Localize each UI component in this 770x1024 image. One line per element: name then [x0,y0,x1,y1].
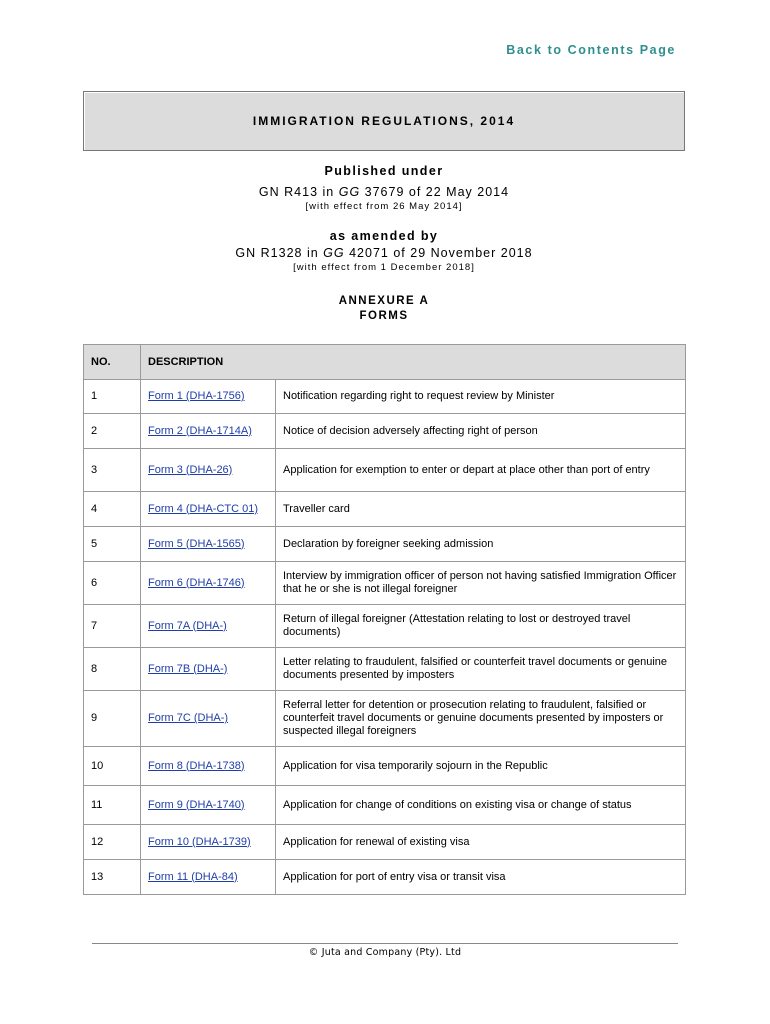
form-cell [141,747,276,786]
table-row [84,605,686,648]
annexure-subtitle: FORMS [359,310,409,322]
published-gazette-details: 37679 of 22 May 2014 [364,185,510,199]
table-row [84,691,686,747]
table-row [84,449,686,492]
row-number: 10 [84,747,141,786]
form-cell [141,527,276,562]
row-number: 6 [84,562,141,605]
form-cell [141,414,276,449]
row-number: 1 [84,380,141,414]
table-header-row [84,345,686,380]
title-banner [83,91,685,151]
table-row [84,562,686,605]
form-link[interactable]: Form 5 (DHA-1565) [148,537,245,550]
row-number: 2 [84,414,141,449]
header-description: DESCRIPTION [141,345,686,380]
row-number: 3 [84,449,141,492]
table-row [84,648,686,691]
amended-effect-note: [with effect from 1 December 2018] [293,262,475,273]
annexure-title: ANNEXURE A [338,295,430,307]
row-number: 4 [84,492,141,527]
row-number: 8 [84,648,141,691]
table-row [84,380,686,414]
row-description: Application for change of conditions on existing visa or change of status [276,786,686,825]
table-row [84,825,686,860]
annexure-heading [83,294,685,324]
published-gn: GN R413 in [258,185,335,199]
row-description: Application for exemption to enter or depart at place other than port of entry [276,449,686,492]
amended-gn: GN R1328 in [235,246,319,260]
row-description: Notification regarding right to request review by Minister [276,380,686,414]
row-number: 5 [84,527,141,562]
form-cell [141,648,276,691]
form-cell [141,492,276,527]
table-row [84,747,686,786]
document-title: IMMIGRATION REGULATIONS, 2014 [252,114,516,128]
table-row [84,492,686,527]
published-gazette: GG [338,185,361,199]
table-row [84,786,686,825]
published-gazette-line [83,185,685,199]
form-cell [141,449,276,492]
row-description: Interview by immigration officer of person not having satisfied Immigration Officer that he or she is not illegal foreigner [276,562,686,605]
footer-divider [92,943,678,944]
row-number: 13 [84,860,141,895]
forms-table [83,344,686,895]
published-effect-note: [with effect from 26 May 2014] [305,201,463,212]
row-description: Application for port of entry visa or transit visa [276,860,686,895]
row-description: Referral letter for detention or prosecution relating to fraudulent, falsified or counterfeit travel documents or genuine documents presented by imposters or suspected illegal foreigners [276,691,686,747]
form-link[interactable]: Form 9 (DHA-1740) [148,798,245,811]
form-link[interactable]: Form 7B (DHA-) [148,662,228,675]
form-cell [141,380,276,414]
row-number: 7 [84,605,141,648]
row-description: Return of illegal foreigner (Attestation relating to lost or destroyed travel documents) [276,605,686,648]
row-description: Notice of decision adversely affecting right of person [276,414,686,449]
row-number: 11 [84,786,141,825]
published-under-block [83,164,685,212]
form-link[interactable]: Form 10 (DHA-1739) [148,835,251,848]
form-link[interactable]: Form 7A (DHA-) [148,619,227,632]
amended-gazette-details: 42071 of 29 November 2018 [349,246,533,260]
amended-by-block [83,229,685,273]
form-link[interactable]: Form 4 (DHA-CTC 01) [148,502,259,515]
form-link[interactable]: Form 3 (DHA-26) [148,463,233,476]
row-description: Application for visa temporarily sojourn in the Republic [276,747,686,786]
form-link[interactable]: Form 1 (DHA-1756) [148,390,245,402]
form-cell [141,562,276,605]
form-cell [141,605,276,648]
table-row [84,860,686,895]
published-under-heading: Published under [324,164,444,178]
table-row [84,527,686,562]
form-cell [141,691,276,747]
form-link[interactable]: Form 2 (DHA-1714A) [148,424,252,437]
row-description: Application for renewal of existing visa [276,825,686,860]
amended-gazette: GG [323,246,345,260]
header-no: NO. [84,345,141,380]
footer-copyright: © Juta and Company (Pty). Ltd [308,947,462,958]
row-description: Declaration by foreigner seeking admission [276,527,686,562]
form-cell [141,825,276,860]
form-link[interactable]: Form 7C (DHA-) [148,712,229,724]
form-link[interactable]: Form 8 (DHA-1738) [148,759,245,772]
form-link[interactable]: Form 6 (DHA-1746) [148,576,245,589]
row-number: 12 [84,825,141,860]
amended-gazette-line [83,246,685,260]
row-number: 9 [84,691,141,747]
table-row [84,414,686,449]
row-description: Traveller card [276,492,686,527]
form-cell [141,860,276,895]
form-cell [141,786,276,825]
row-description: Letter relating to fraudulent, falsified or counterfeit travel documents or genuine documents presented by imposters [276,648,686,691]
amended-by-heading: as amended by [329,229,439,243]
form-link[interactable]: Form 11 (DHA-84) [148,870,238,883]
back-to-contents-link[interactable]: Back to Contents Page [506,43,676,57]
